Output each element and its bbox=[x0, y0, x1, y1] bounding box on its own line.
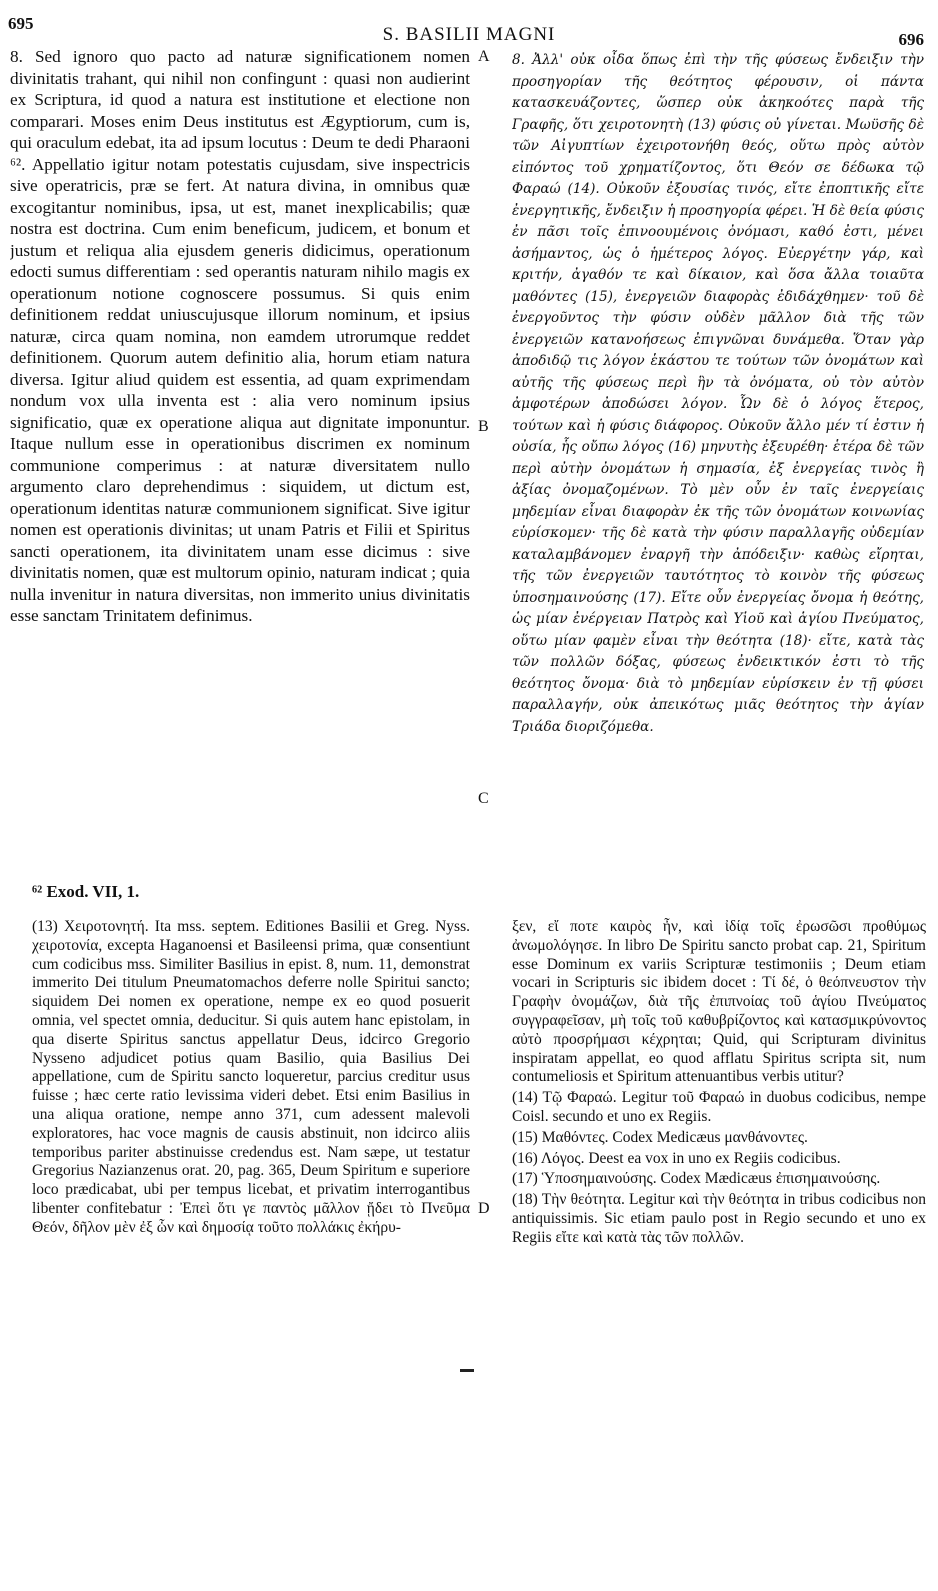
footnote-62: ⁶² Exod. VII, 1. bbox=[32, 882, 140, 901]
latin-paragraph: 8. Sed ignoro quo pacto ad naturæ significationem nomen divinitatis trahant, qui nihil non confingunt : quasi non audierint ex Scriptura, id quod a natura est institutione et electione non comparari. Moses enim Deus institutus est Ægyptiorum, cum is, qui oraculum edebat, ita ad ipsum locutus : Deum te dedi Pharaoni ⁶². Appellatio igitur notam potestatis cujusdam, sive inspectricis sive operatricis, præ se fert. At natura divina, in omnibus quæ excogitantur nominibus, ipsa, ut est, manet inexplicabilis; quæ nostra est doctrina. Cum enim beneficum, judicem, et bonum et justum et reliqua alia ejusdem generis didicimus, operationum edocti sumus differentiam : sed operantis naturam nihilo magis ex operationum notione cognoscere possumus. Si quis enim definitionem reddat uniuscujusque illorum nominum, et ipsius naturæ, circa quam nomina, non eamdem utrorumque reddet definitionem. Quorum autem definitio alia, horum etiam natura diversa. Igitur aliud quidem est essentia, ad quam exprimendam nondum vox ulla inventa est : alia vero nominum ipsius significatio, quæ ex operatione aliqua aut dignitate imponuntur. Itaque nullum esse in operationibus discrimen ex nominum communione comperimus : at naturæ diversitatem nullo argumento claro deprehendimus : siquidem, ut dictum est, operationum identitas naturæ communionem significat. Sive igitur nomen est operationis divinitas; ut unam Patris et Filii et Spiritus sancti operationem, ita divinitatem unam esse dicimus : sive divinitatis nomen, quæ est multorum opinio, naturam indicat ; quia nulla invenitur in natura diversitas, non immerito unius divinitatis esse sanctam Trinitatem definimus. bbox=[10, 47, 470, 625]
margin-letter-d: D bbox=[478, 1200, 490, 1217]
bottom-dash-divider bbox=[460, 1369, 474, 1372]
note-18: (18) Τὴν θεότητα. Legitur καὶ τὴν θεότητα in tribus codicibus non antiquissimis. Sic etiam paulo post in Regio secundo et uno ex Regiis εἴτε καὶ κατὰ τὰς τῶν πολλῶν. bbox=[512, 1191, 926, 1246]
margin-letter-a: A bbox=[478, 48, 490, 65]
greek-text-column bbox=[512, 50, 924, 875]
note-16: (16) Λόγος. Deest ea vox in uno ex Regiis codicibus. bbox=[512, 1149, 841, 1167]
page-number-right: 696 bbox=[898, 30, 924, 49]
notes-right-column bbox=[512, 918, 926, 1358]
notes-left-column bbox=[32, 918, 470, 1358]
note-17: (17) Ὑποσημαινούσης. Codex Mædicæus ἐπισημαινούσης. bbox=[512, 1170, 881, 1188]
note-13: (13) Χειροτονητή. Ita mss. septem. Editiones Basilii et Greg. Nyss. χειροτονία, excepta Haganoensi et Basileensi prima, quæ consentiunt cum codicibus mss. Similiter Basilius in epist. 8, num. 11, demonstrat immerito Dei titulum Pneumatomachos deferre nolle Spiritui sancto; siquidem Dei nomen ex operatione, nempe ex eo quod posuerit omnia, vel spectet omnia, deducitur. Si quis autem hanc epistolam, in qua diserte Spiritus sanctus appellatur Deus, idcirco Gregorio Nysseno adjudicet potius quam Basilio, quia Basilius Dei appellatione, cum de Spiritu sancto loqueretur, parcius creditur usus fuisse ; hæc certe ratio levissima videri debet. Etsi enim Basilius in una aliqua oratione, nempe anno 371, cum adessent malevoli exploratores, hac voce magnis de causis abstinuit, non idcirco aliis temporibus pariter abstinuisse credendus est. Nam sæpe, ut testatur Gregorius Nazianzenus orat. 20, pag. 365, Deum Spiritum e superiore loco prædicabat, ubi per tempus licebat, et privatim interrogantibus libenter confitebatur : Ἐπεὶ ὅτι γε παντὸς μᾶλλον ᾔδει τὸ Πνεῦμα Θεόν, δῆλον μὲν ἐξ ὧν καὶ δημοσίᾳ τοῦτο πολλάκις ἐκήρυ- bbox=[32, 918, 470, 1236]
page-header bbox=[0, 8, 938, 48]
note-15: (15) Μαθόντες. Codex Medicæus μανθάνοντες. bbox=[512, 1128, 808, 1146]
greek-paragraph: 8. Ἀλλ' οὐκ οἶδα ὅπως ἐπὶ τὴν τῆς φύσεως ἔνδειξιν τὴν προσηγορίαν τῆς θεότητος φέρουσιν, οἱ πάντα κατασκευάζοντες, ὥσπερ οὐκ ἀκηκοότες παρὰ τῆς Γραφῆς, ὅτι χειροτονητὴ (13) φύσις οὐ γίνεται. Μωϋσῆς δὲ τῶν Αἰγυπτίων ἐχειροτονήθη θεός, οὕτω πρὸς αὐτὸν εἰπόντος τοῦ χρηματίζοντος, ὅτι Θεόν σε δέδωκα τῷ Φαραώ (14). Οὐκοῦν ἐξουσίας τινός, εἴτε ἐποπτικῆς εἴτε ἐνεργητικῆς, ἔνδειξιν ἡ προσηγορία φέρει. Ἡ δὲ θεία φύσις ἐν πᾶσι τοῖς ἐπινοουμένοις ὀνόμασι, καθό ἐστι, μένει ἀσήμαντος, ὡς ὁ ἡμέτερος λόγος. Εὐεργέτην γάρ, καὶ κριτήν, ἀγαθόν τε καὶ δίκαιον, καὶ ὅσα ἄλλα τοιαῦτα μαθόντες (15), ἐνεργειῶν διαφορὰς ἐδιδάχθημεν· τοῦ δὲ ἐνεργοῦντος τὴν φύσιν οὐδὲν μᾶλλον διὰ τῆς τῶν ἐνεργειῶν κατανοήσεως ἐπιγνῶναι δυνάμεθα. Ὅταν γὰρ ἀποδιδῷ τις λόγον ἑκάστου τε τούτων τῶν ὀνομάτων καὶ αὐτῆς τῆς φύσεως περὶ ἣν τὰ ὀνόματα, οὐ τὸν αὐτὸν ἀμφοτέρων ἀποδώσει λόγον. Ὧν δὲ ὁ λόγος ἕτερος, τούτων καὶ ἡ φύσις διάφορος. Οὐκοῦν ἄλλο μέν τί ἐστιν ἡ οὐσία, ἧς οὔπω λόγος (16) μηνυτὴς ἐξευρέθη· ἑτέρα δὲ τῶν περὶ αὐτὴν ὀνομάτων ἡ σημασία, ἐξ ἐνεργείας τινὸς ἢ ἀξίας ὀνομαζομένων. Τὸ μὲν οὖν ἐν ταῖς ἐνεργείαις μηδεμίαν εἶναι διαφορὰν ἐκ τῆς τῶν ὀνομάτων κοινωνίας εὑρίσκομεν· τῆς δὲ κατὰ τὴν φύσιν παραλλαγῆς οὐδεμίαν καταλαμβάνομεν ἐναργῆ τὴν ἀπόδειξιν· καθὼς εἴρηται, τῆς τῶν ἐνεργειῶν ταυτότητος τὸ κοινὸν τῆς φύσεως ὑποσημαινούσης (17). Εἴτε οὖν ἐνεργείας ὄνομα ἡ θεότης, ὡς μίαν ἐνέργειαν Πατρὸς καὶ Υἱοῦ καὶ ἁγίου Πνεύματος, οὕτω μίαν φαμὲν εἶναι τὴν θεότητα (18)· εἴτε, κατὰ τὰς τῶν πολλῶν δόξας, φύσεως ἐνδεικτικόν ἐστι τὸ τῆς θεότητος ὄνομα· διὰ τὸ μηδεμίαν εὑρίσκειν ἐν τῇ φύσει παραλλαγήν, οὐκ ἀπεικότως μιᾶς θεότητος τὴν ἁγίαν Τριάδα διοριζόμεθα. bbox=[512, 52, 924, 735]
margin-letter-c: C bbox=[478, 790, 489, 807]
note-13-continuation: ξεν, εἴ ποτε καιρὸς ἦν, καὶ ἰδίᾳ τοῖς ἐρωσῶσι προθύμως ἀνωμολόγησε. In libro De Spiritu sancto probat cap. 21, Spiritum esse Dominum ex variis Scripturæ testimoniis ; Deum etiam vocari in Scripturis sic ibidem docet : Τί δέ, ὁ θεόπνευστον τὴν Γραφὴν ὀνομάζων, διὰ τῆς ἐπιπνοίας τοῦ ἁγίου Πνεύματος συγγραφεῖσαν, μὴ τοῖς τοῦ καθυβρίζοντος καὶ κατασμικρύνοντος αὐτὸ προσρήμασι κέχρηται; Quid, qui Scripturam divinitus inspiratam appellat, eo quod afflatu Spiritus scripta sit, num contumeliosis et Spiritum attenuantibus verbis utitur? bbox=[512, 918, 926, 1086]
running-title: S. BASILII MAGNI bbox=[382, 24, 556, 45]
page-number-left: 695 bbox=[8, 14, 34, 33]
margin-letter-b: B bbox=[478, 418, 489, 435]
latin-text-column bbox=[10, 46, 470, 876]
note-14: (14) Τῷ Φαραώ. Legitur τοῦ Φαραώ in duobus codicibus, nempe Coisl. secundo et uno ex Regiis. bbox=[512, 1089, 926, 1125]
